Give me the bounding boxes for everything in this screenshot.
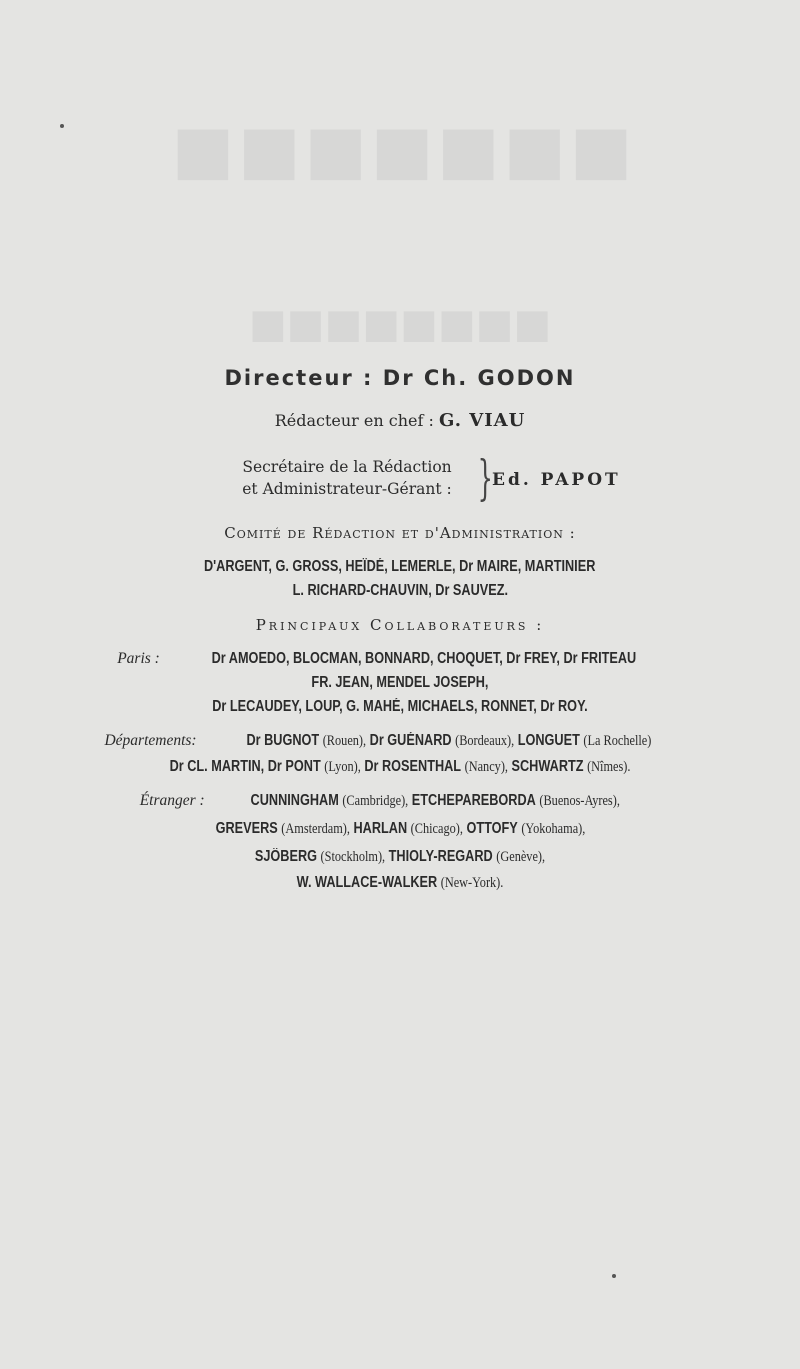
brace-icon: }	[477, 450, 493, 506]
secretaire-label	[227, 456, 467, 500]
city: (Nancy),	[464, 759, 508, 775]
etranger-line-2-text	[215, 820, 585, 838]
speck	[612, 1274, 616, 1278]
name: SJÖBERG	[254, 848, 318, 865]
name: Dr CL. MARTIN,	[169, 758, 265, 775]
name: SCHWARTZ	[511, 758, 584, 775]
name: HARLAN	[353, 820, 407, 837]
director-name: Ch. GODON	[423, 366, 576, 390]
departements-line-1	[0, 730, 800, 750]
paris-line-3-text: Dr LECAUDEY, LOUP, G. MAHÉ, MICHAELS, RONNET, Dr ROY.	[212, 698, 588, 715]
paris-label: Paris :	[117, 650, 160, 667]
city: (Genève),	[496, 849, 546, 865]
departements-label: Départements:	[104, 732, 197, 749]
redacteur-label: Rédacteur en chef :	[274, 411, 434, 430]
departements-line-2	[0, 756, 800, 776]
city: (Stockholm),	[320, 849, 386, 865]
city: (Buenos-Ayres),	[539, 793, 620, 809]
etranger-line-1-text	[250, 792, 619, 810]
director-line	[0, 366, 800, 390]
director-title: Dr	[382, 366, 415, 390]
paris-line-2	[0, 672, 800, 692]
name: ETCHEPAREBORDA	[411, 792, 536, 809]
secretaire-line-2: et Administrateur-Gérant :	[242, 480, 452, 498]
comite-line-1-text: D'ARGENT, G. GROSS, HEÏDÉ, LEMERLE, Dr MAIRE, MARTINIER	[204, 558, 596, 575]
etranger-label: Étranger :	[139, 792, 205, 809]
name: LONGUET	[517, 732, 580, 749]
name: OTTOFY	[466, 820, 518, 837]
speck	[60, 124, 64, 128]
secretaire-name: Ed. PAPOT	[492, 470, 621, 490]
paris-line-1	[0, 648, 800, 668]
city: (Bordeaux),	[454, 733, 514, 749]
city: (Nîmes).	[587, 759, 631, 775]
name: GREVERS	[215, 820, 278, 837]
etranger-line-1	[0, 790, 800, 810]
name: Dr GUÉNARD	[369, 732, 452, 749]
comite-heading: Comité de Rédaction et d'Administration :	[224, 524, 576, 542]
departements-line-1-text	[246, 732, 651, 750]
paris-line-1-text: Dr AMOEDO, BLOCMAN, BONNARD, CHOQUET, Dr FREY, Dr FRITEAU	[211, 650, 637, 667]
comite-line-2	[0, 580, 800, 600]
etranger-line-3	[0, 846, 800, 866]
secretaire-line-1: Secrétaire de la Rédaction	[242, 458, 452, 476]
redacteur-line	[0, 410, 800, 431]
etranger-line-3-text	[255, 848, 545, 866]
city: (Yokohama),	[520, 821, 585, 837]
etranger-line-4-text	[297, 874, 504, 892]
name: THIOLY-REGARD	[388, 848, 493, 865]
name: Dr ROSENTHAL	[364, 758, 462, 775]
etranger-line-2	[0, 818, 800, 838]
director-label: Directeur :	[224, 366, 374, 390]
name: Dr PONT	[267, 758, 321, 775]
name: CUNNINGHAM	[250, 792, 339, 809]
city: (New-York).	[440, 875, 504, 891]
collaborateurs-heading: Principaux Collaborateurs :	[255, 616, 545, 634]
redacteur-name: G. VIAU	[438, 410, 526, 431]
name: W. WALLACE-WALKER	[296, 874, 438, 891]
bleed-through-decoration-2: ■■■■■■■■	[248, 300, 552, 347]
city: (Chicago),	[410, 821, 463, 837]
paris-line-3	[0, 696, 800, 716]
city: (La Rochelle)	[583, 733, 652, 749]
bleed-through-decoration: ■■■■■■■	[167, 110, 633, 188]
name: Dr BUGNOT	[246, 732, 319, 749]
city: (Cambridge),	[342, 793, 409, 809]
etranger-line-4	[0, 872, 800, 892]
city: (Amsterdam),	[280, 821, 350, 837]
comite-line-1	[0, 556, 800, 576]
departements-line-2-text	[170, 758, 631, 776]
city: (Lyon),	[324, 759, 361, 775]
comite-line-2-text: L. RICHARD-CHAUVIN, Dr SAUVEZ.	[292, 582, 508, 599]
city: (Rouen),	[322, 733, 366, 749]
paris-line-2-text: FR. JEAN, MENDEL JOSEPH,	[311, 674, 489, 691]
